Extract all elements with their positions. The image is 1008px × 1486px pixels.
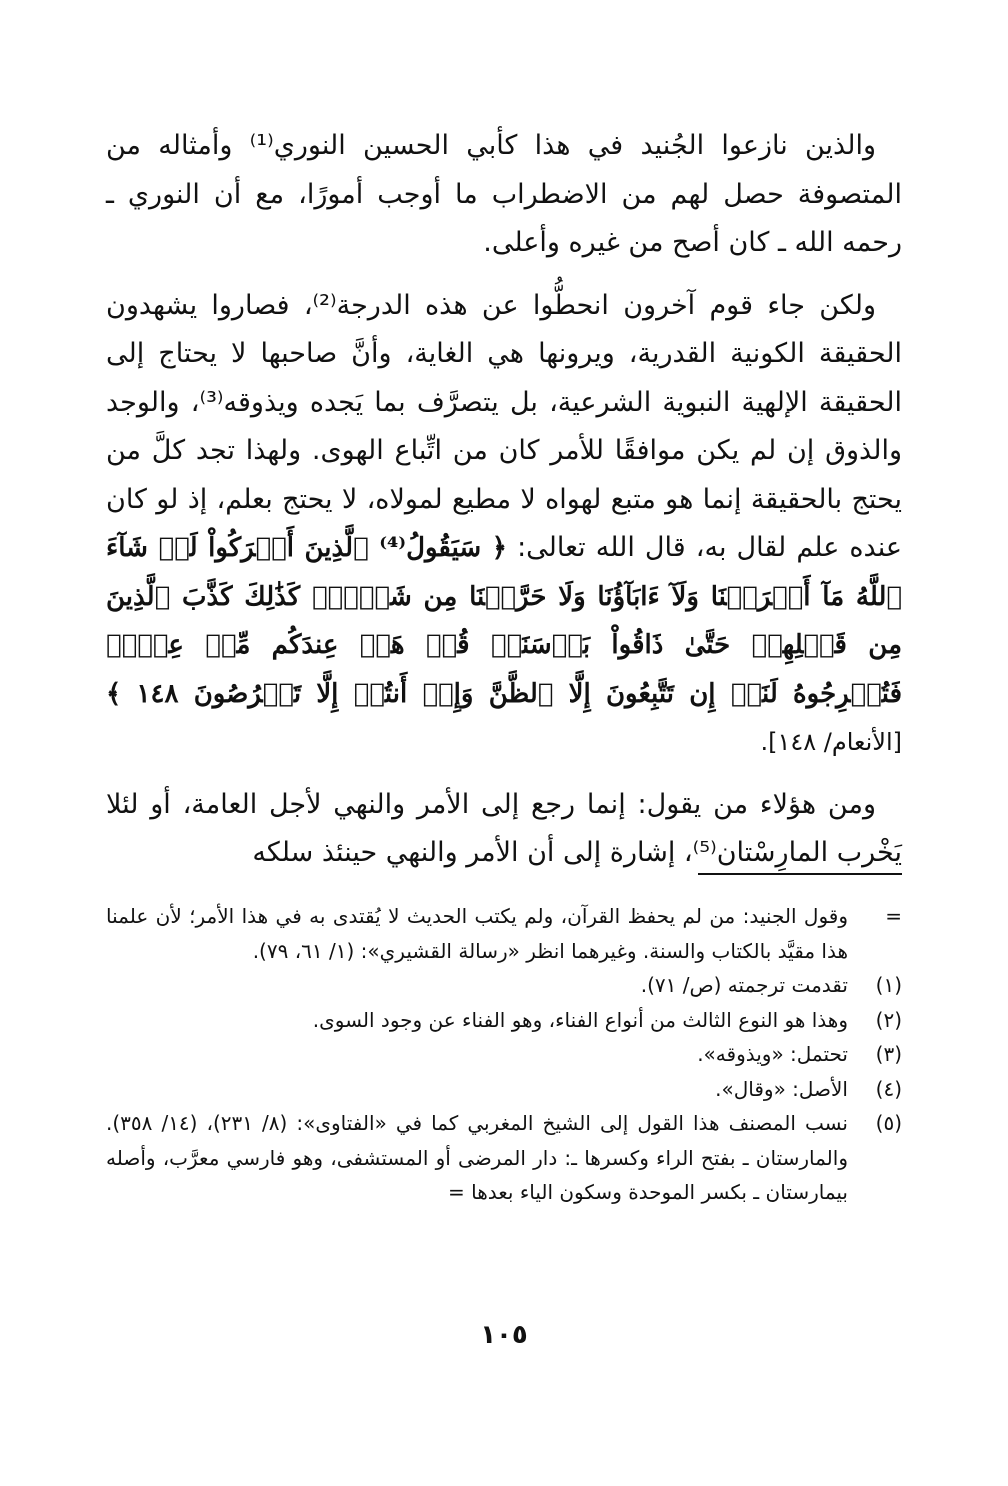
footnote-text: تقدمت ترجمته (ص/ ٧١). (640, 973, 848, 997)
main-text (106, 122, 902, 892)
footnote-text: وهذا هو النوع الثالث من أنواع الفناء، وهو الفناء عن وجود السوى. (312, 1007, 848, 1032)
paragraph-3: ومن هؤلاء من يقول: إنما رجع إلى الأمر والنهي لأجل العامة، أو لئلا يَخْرب المارِسْتان⁽⁵⁾، إشارة إلى أن الأمر والنهي حينئذ سلكه (106, 788, 902, 868)
paragraph-2-text: ولكن جاء قوم آخرون انحطُّوا عن هذه الدرجة⁽²⁾، فصاروا يشهدون الحقيقة الكونية القدرية، ويرونها هي الغاية، وأنَّ صاحبها لا يحتاج إلى الحقيقة الإلهية النبوية الشرعية، بل يتصرَّف بما يَجده ويذوقه⁽³⁾، والوجد والذوق إن لم يكن موافقًا للأمر كان من اتِّباع الهوى. ولهذا تجد كلَّ من يحتج بالحقيقة إنما هو متبع لهواه لا مطيع لمولاه، لا يحتج بعلم، إذ لو كان عنده علم لقال به، قال الله تعالى: (106, 289, 902, 563)
footnote-separator (698, 873, 902, 875)
footnote-3 (106, 1037, 902, 1072)
footnote-continuation (106, 899, 902, 968)
footnote-number: (٣) (875, 1042, 902, 1066)
footnote-2 (106, 1003, 902, 1038)
footnote-1 (106, 968, 902, 1003)
paragraph-2 (106, 282, 902, 767)
footnote-text: تحتمل: «ويذوقه». (697, 1042, 848, 1066)
page-number: ١٠٥ (480, 1320, 528, 1350)
footnote-text: الأصل: «وقال». (715, 1076, 848, 1101)
continuation-text: وقول الجنيد: من لم يحفظ القرآن، ولم يكتب الحديث لا يُقتدى به في هذا الأمر؛ لأن علمنا هذا مقيَّد بالكتاب والسنة. وغيرهما انظر «رسالة القشيري»: (١/ ٦١، ٧٩). (106, 904, 848, 963)
footnote-number: (٢) (875, 1007, 902, 1032)
footnote-text: نسب المصنف هذا القول إلى الشيخ المغربي كما في «الفتاوى»: (٨/ ٢٣١)، (١٤/ ٣٥٨). والمارستان ـ بفتح الراء وكسرها ـ: دار المرضى أو المستشفى، وهو فارسي معرَّب، وأصله بيمارستان ـ بكسر الموحدة وسكون الياء بعدها = (106, 1111, 848, 1204)
footnote-4 (106, 1072, 902, 1107)
footnotes (106, 899, 902, 1210)
footnote-5 (106, 1106, 902, 1210)
footnote-number: (٥) (875, 1111, 902, 1135)
footnote-number: (٤) (875, 1076, 902, 1101)
continuation-marker: = (885, 904, 902, 928)
verse-reference: [الأنعام/ ١٤٨]. (760, 728, 902, 756)
footnote-number: (١) (875, 973, 902, 997)
quran-verse: ﴿ سَيَقُولُ⁽⁴⁾ ٱلَّذِينَ أَشۡرَكُواْ لَوۡ شَآءَ ٱللَّهُ مَآ أَشۡرَكۡنَا وَلَآ ءَابَآؤُنَا وَلَا حَرَّمۡنَا مِن شَيۡءٖۚ كَذَٰلِكَ كَذَّبَ ٱلَّذِينَ مِن قَبۡلِهِمۡ حَتَّىٰ ذَاقُواْ بَأۡسَنَاۗ قُلۡ هَلۡ عِندَكُم مِّنۡ عِلۡمٖ فَتُخۡرِجُوهُ لَنَآۖ إِن تَتَّبِعُونَ إِلَّا ٱلظَّنَّ وَإِنۡ أَنتُمۡ إِلَّا تَخۡرُصُونَ ١٤٨ ﴾ (106, 533, 902, 709)
paragraph-1: والذين نازعوا الجُنيد في هذا كأبي الحسين النوري⁽¹⁾ وأمثاله من المتصوفة حصل لهم من الاضطراب ما أوجب أمورًا، مع أن النوري ـ رحمه الله ـ كان أصح من غيره وأعلى. (106, 130, 902, 258)
